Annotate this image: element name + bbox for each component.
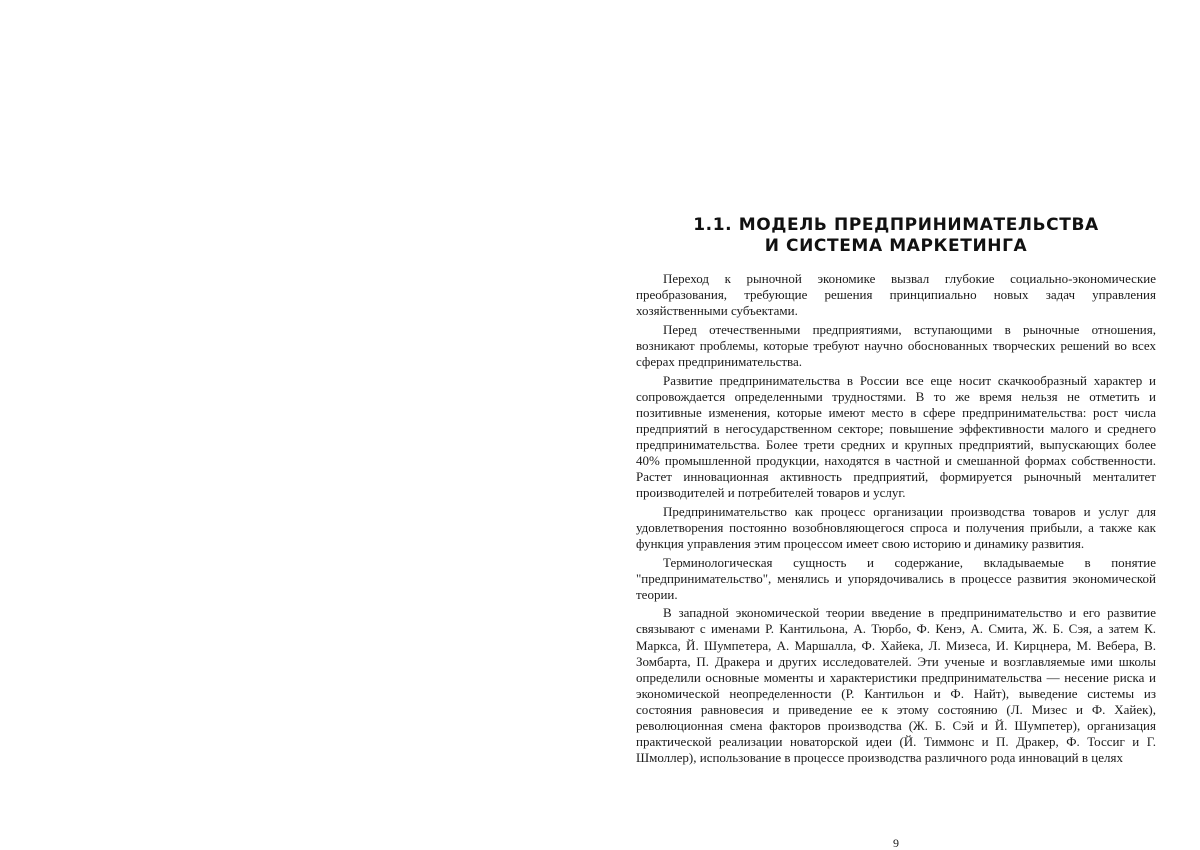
paragraph-6: В западной экономической теории введение в предпринимательство и его развитие связывают с именами Р. Кантильона, А. Тюрбо, Ф. Кенэ, А. Смита, Ж. Б. Сэя, а затем К. Маркса, Й. Шумпетера, А. Маршалла, Ф. Хайека, Л. Мизеса, И. Кирцнера, М. Вебера, В. Зомбарта, П. Дракера и других исследователей. Эти ученые и возглавляемые ими школы определили основные моменты и характеристики предпринимательства — несение риска и экономической неопределенности (Р. Кантильон и Ф. Найт), выведение системы из состояния равновесия и приведение ее к этому состоянию (Л. Мизес и Ф. Хайек), революционная смена факторов производства (Ж. Б. Сэй и Й. Шумпетер), организация практической реализации новаторской идеи (Й. Тиммонс и П. Дракер, Ф. Тоссиг и Г. Шмоллер), использование в процессе производства различного рода инноваций в целях xyxy=(636,605,1156,766)
paragraph-1: Переход к рыночной экономике вызвал глубокие социально-экономические преобразования, требующие решения принципиально новых задач управления хозяйственными субъектами. xyxy=(636,271,1156,319)
paragraph-2: Перед отечественными предприятиями, вступающими в рыночные отношения, возникают проблемы, которые требуют научно обоснованных творческих решений во всех сферах предпринимательства. xyxy=(636,321,1156,369)
paragraph-5: Терминологическая сущность и содержание, вкладываемые в понятие "предпринимательство", менялись и упорядочивались в процессе развития экономической теории. xyxy=(636,554,1156,602)
right-page xyxy=(600,0,1200,849)
section-title-line-1: 1.1. МОДЕЛЬ ПРЕДПРИНИМАТЕЛЬСТВА xyxy=(693,215,1099,235)
section-title xyxy=(636,215,1156,257)
paragraph-4: Предпринимательство как процесс организации производства товаров и услуг для удовлетворения постоянно возобновляющегося спроса и получения прибыли, а также как функция управления этим процессом имеет свою историю и динамику развития. xyxy=(636,503,1156,551)
left-blank-page xyxy=(0,0,600,849)
body-text xyxy=(636,271,1156,769)
page-number: 9 xyxy=(893,836,899,850)
section-title-line-2: И СИСТЕМА МАРКЕТИНГА xyxy=(764,236,1028,256)
paragraph-3: Развитие предпринимательства в России все еще носит скачкообразный характер и сопровождается определенными трудностями. В то же время нельзя не отметить и позитивные изменения, которые имеют место в сфере предпринимательства: рост числа предприятий в негосударственном секторе; повышение эффективности малого и среднего предпринимательства. Более трети средних и крупных предприятий, выпускающих более 40% промышленной продукции, находятся в частной и смешанной формах собственности. Растет инновационная активность предприятий, формируется рыночный менталитет производителей и потребителей товаров и услуг. xyxy=(636,372,1156,501)
